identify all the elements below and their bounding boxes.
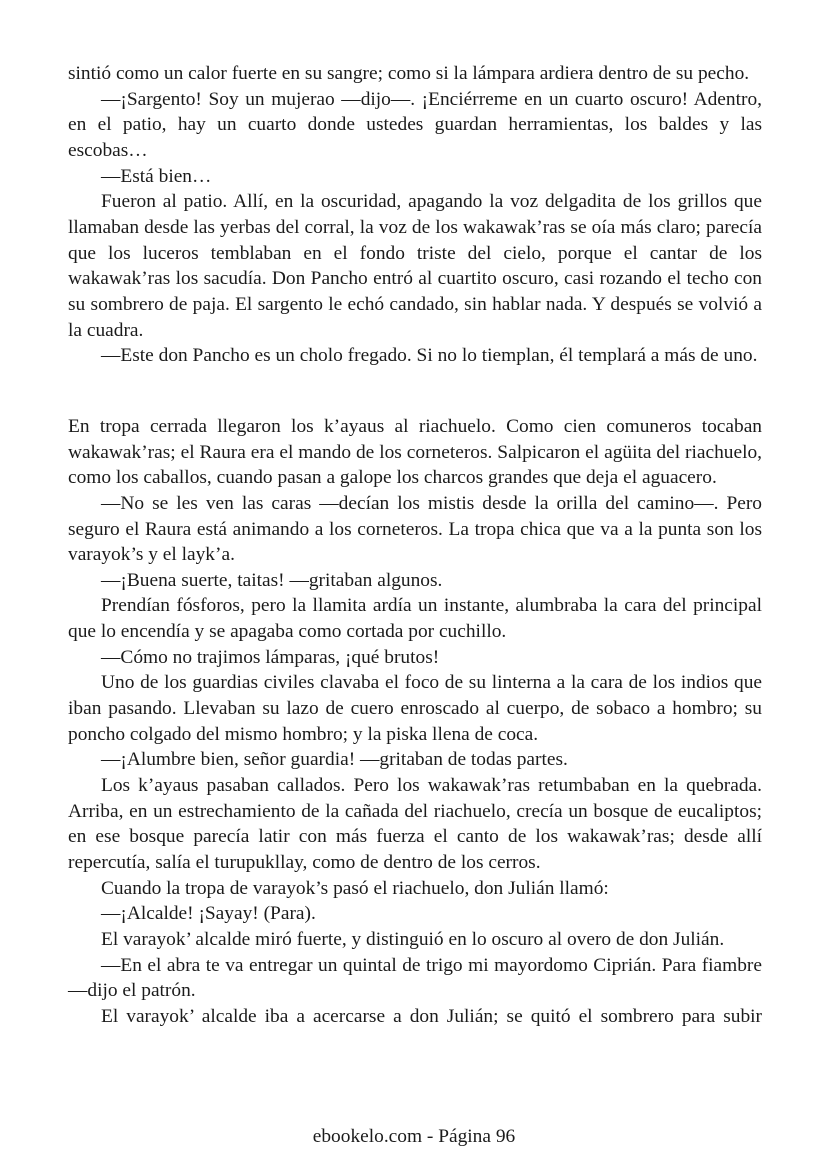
paragraph: —¡Alumbre bien, señor guardia! —gritaban de todas partes. <box>101 749 568 771</box>
paragraph: —En el abra te va entregar un quintal de trigo mi mayordomo Ciprián. Para fiambre —dijo el patrón. <box>68 954 762 1002</box>
paragraph: sintió como un calor fuerte en su sangre; como si la lámpara ardiera dentro de su pecho. <box>68 63 750 84</box>
page-footer: ebookelo.com - Página 96 <box>312 1126 516 1147</box>
paragraph: —¡Alcalde! ¡Sayay! (Para). <box>101 903 316 925</box>
paragraph: —Cómo no trajimos lámparas, ¡qué brutos! <box>101 646 440 668</box>
paragraph: El varayok’ alcalde miró fuerte, y distinguió en lo oscuro al overo de don Julián. <box>101 929 725 950</box>
paragraph: Los k’ayaus pasaban callados. Pero los wakawak’ras retumbaban en la quebrada. Arriba, en un estrechamiento de la cañada del riachuelo, crecía un bosque de eucaliptos; en ese bosque parecía latir con más fuerza el canto de los wakawak’ras; desde allí repercutía, salía el turupukllay, como de dentro de los cerros. <box>68 775 762 874</box>
text-section <box>68 61 762 369</box>
paragraph: —Este don Pancho es un cholo fregado. Si no lo tiemplan, él templará a más de uno. <box>101 345 758 367</box>
paragraph: En tropa cerrada llegaron los k’ayaus al riachuelo. Como cien comuneros tocaban wakawak’ras; el Raura era el mando de los corneteros. Salpicaron el agüita del riachuelo, como los caballos, cuando pasan a galope los charcos grandes que deja el aguacero. <box>68 415 762 489</box>
text-section <box>68 414 762 1030</box>
paragraph: Prendían fósforos, pero la llamita ardía un instante, alumbraba la cara del principal que lo encendía y se apagaba como cortada por cuchillo. <box>68 595 762 643</box>
paragraph: Fueron al patio. Allí, en la oscuridad, apagando la voz delgadita de los grillos que llamaban desde las yerbas del corral, la voz de los wakawak’ras se oía más claro; parecía que los luceros temblaban en el fondo triste del cielo, porque el cantar de los wakawak’ras los sacudía. Don Pancho entró al cuartito oscuro, casi rozando el techo con su sombrero de paja. El sargento le echó candado, sin hablar nada. Y después se volvió a la cuadra. <box>68 191 762 341</box>
paragraph: Cuando la tropa de varayok’s pasó el riachuelo, don Julián llamó: <box>101 877 609 899</box>
paragraph: —Está bien… <box>101 165 212 187</box>
paragraph: —No se les ven las caras —decían los mistis desde la orilla del camino—. Pero seguro el Raura está animando a los corneteros. La tropa chica que va a la punta son los varayok’s y el layk’a. <box>68 492 762 566</box>
paragraph: —¡Sargento! Soy un mujerao —dijo—. ¡Enciérreme en un cuarto oscuro! Adentro, en el patio, hay un cuarto donde ustedes guardan herramientas, los baldes y las escobas… <box>68 88 762 161</box>
page-text <box>68 61 762 1030</box>
paragraph: Uno de los guardias civiles clavaba el foco de su linterna a la cara de los indios que iban pasando. Llevaban su lazo de cuero enroscado al cuerpo, de sobaco a hombro; su poncho colgado del mismo hombro; y la piska llena de coca. <box>68 672 762 745</box>
paragraph: —¡Buena suerte, taitas! —gritaban algunos. <box>101 569 443 591</box>
paragraph: El varayok’ alcalde iba a acercarse a don Julián; se quitó el sombrero para subir <box>101 1005 762 1027</box>
